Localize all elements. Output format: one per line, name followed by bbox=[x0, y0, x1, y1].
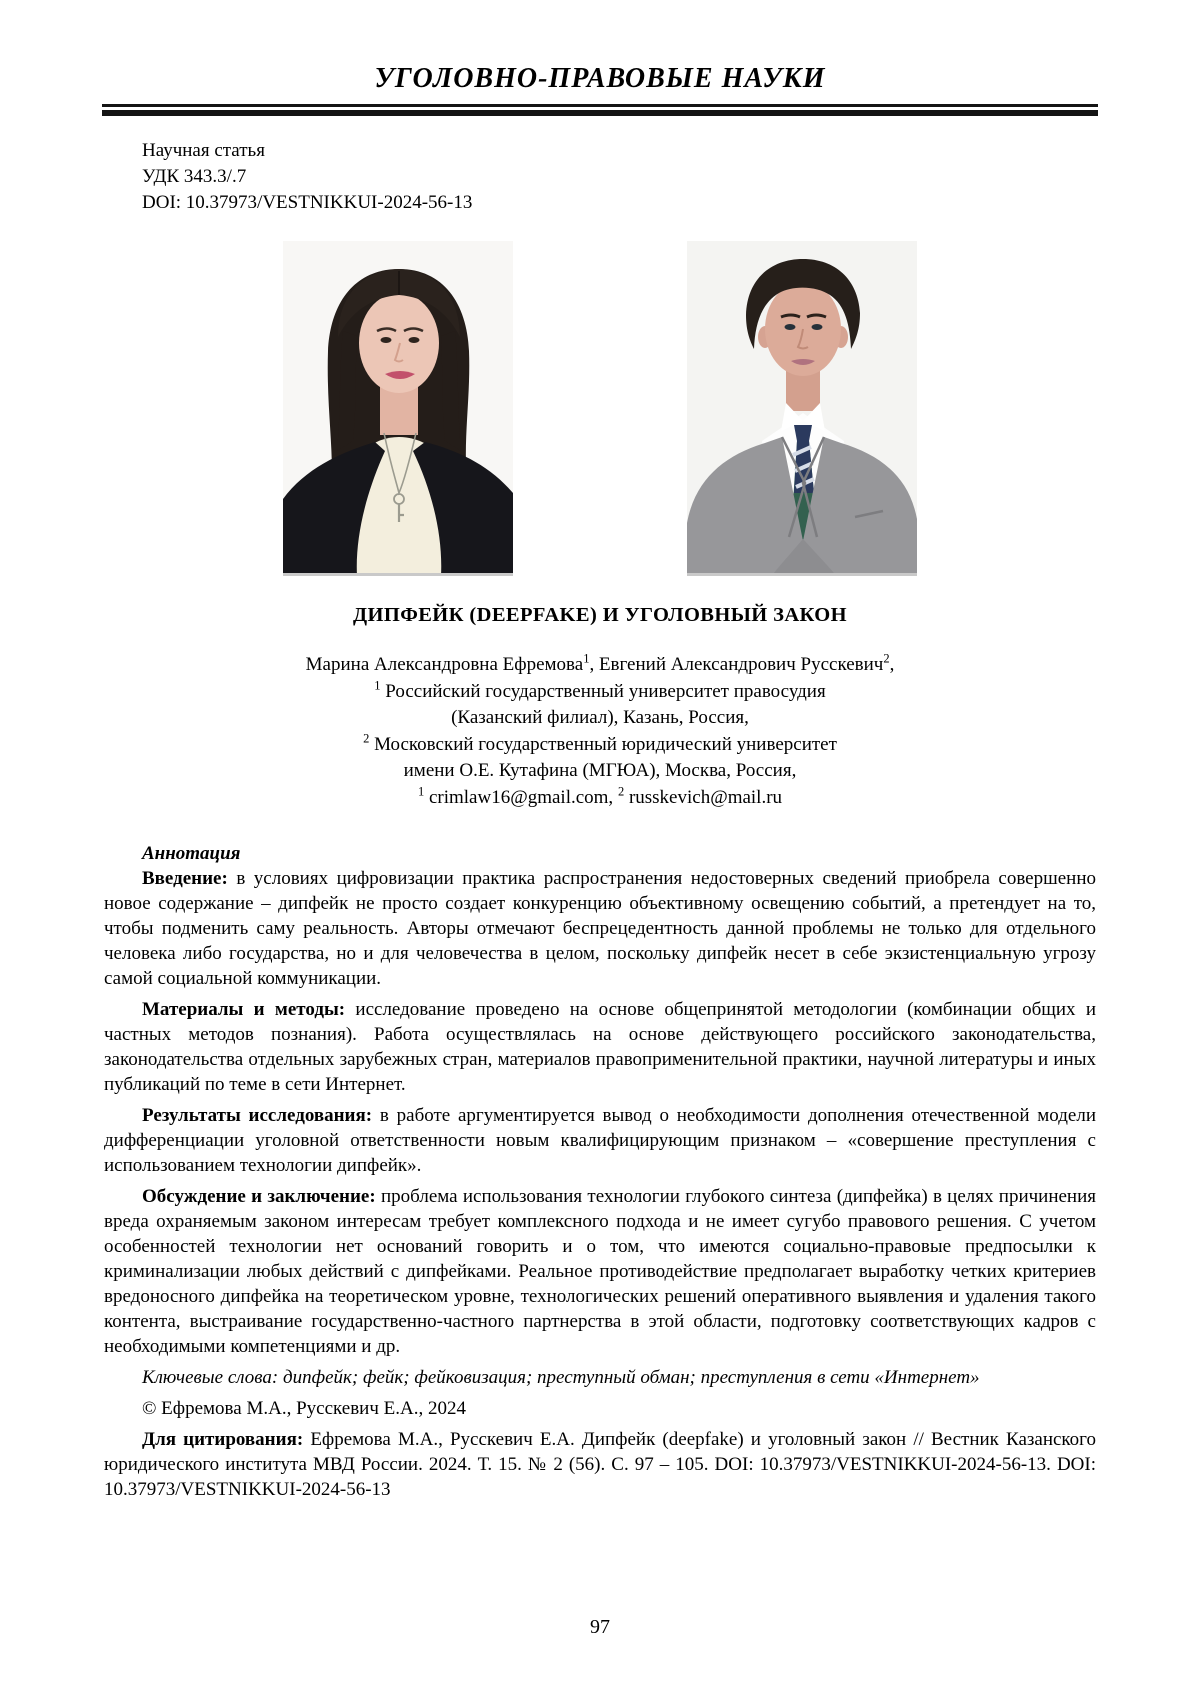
author-name-2: Евгений Александрович Русскевич bbox=[598, 654, 884, 675]
keywords-text: дипфейк; фейк; фейковизация; преступный обман; преступления в сети «Интернет» bbox=[283, 1367, 980, 1388]
paragraph-lead: Обсуждение и заключение: bbox=[142, 1186, 376, 1207]
email-2: russkevich@mail.ru bbox=[628, 786, 783, 808]
page-number: 97 bbox=[590, 1616, 610, 1638]
affiliation-1-line-2: (Казанский филиал), Казань, Россия, bbox=[451, 707, 749, 728]
author-sup-1: 1 bbox=[583, 651, 590, 666]
affiliation-2-sup: 2 bbox=[363, 731, 370, 746]
authors-block bbox=[0, 652, 1200, 811]
keywords-line bbox=[104, 1365, 1096, 1390]
authors-separator: , bbox=[589, 654, 599, 675]
affiliation-2-line-2: имени О.Е. Кутафина (МГЮА), Москва, Россия, bbox=[403, 760, 797, 781]
abstract-section bbox=[104, 841, 1096, 1502]
paragraph-text: в работе аргументируется вывод о необходимости дополнения отечественной модели дифференциации уголовной ответственности новым квалифицирующим признаком – «совершение преступления с использованием технологии дипфейк». bbox=[104, 1105, 1097, 1176]
rule-thick bbox=[102, 110, 1098, 116]
affiliation-2-text: Московский государственный юридический университет bbox=[374, 733, 837, 755]
paragraph-text: проблема использования технологии глубокого синтеза (дипфейка) в целях причинения вреда охраняемым законом интересам требует комплексного подхода и не имеет сугубо правового решения. С учетом особенностей технологии нет оснований говорить и о том, что имеются социально-правовые предпосылки к криминализации любых действий с дипфейками. Реальное противодействие предполагает выработку четких критериев вредоносного дипфейка на теоретическом уровне, технологических решений оперативного выявления и удаления такого контента, выстраивание государственно-частного партнерства в этой области, подготовку соответствующих кадров с необходимыми компетенциями и др. bbox=[104, 1186, 1097, 1357]
portrait-woman-image bbox=[283, 241, 513, 576]
abstract-paragraph-introduction bbox=[104, 866, 1096, 991]
authors-line bbox=[0, 652, 1200, 679]
section-running-head: УГОЛОВНО-ПРАВОВЫЕ НАУКИ bbox=[374, 63, 826, 94]
author-photos-row bbox=[0, 241, 1200, 576]
citation-line bbox=[104, 1427, 1096, 1502]
email-1: crimlaw16@gmail.com, bbox=[428, 786, 614, 808]
email-2-sup: 2 bbox=[617, 784, 625, 799]
header-double-rule bbox=[102, 104, 1098, 116]
paragraph-lead: Введение: bbox=[142, 868, 228, 889]
udc-number: УДК 343.3/.7 bbox=[142, 166, 247, 187]
paragraph-text: в условиях цифровизации практика распространения недостоверных сведений приобрела совершенно новое содержание – дипфейк не просто создает конкуренцию объективному освещению событий, а претендует на то, чтобы подменить саму реальность. Авторы отмечают беспрецедентность данной проблемы не только для отдельного человека либо государства, но и для человечества в целом, поскольку дипфейк несет в себе экзистенциальную угрозу самой социальной коммуникации. bbox=[104, 868, 1097, 989]
paragraph-lead: Материалы и методы: bbox=[142, 999, 346, 1020]
author-photo-russkevich bbox=[687, 241, 917, 576]
abstract-paragraph-materials bbox=[104, 997, 1096, 1097]
copyright-line: © Ефремова М.А., Русскевич Е.А., 2024 bbox=[142, 1398, 466, 1419]
affiliation-2-line-1 bbox=[0, 732, 1200, 759]
article-meta bbox=[142, 138, 1096, 216]
emails-line bbox=[0, 785, 1200, 812]
doi-number: DOI: 10.37973/VESTNIKKUI-2024-56-13 bbox=[142, 192, 473, 213]
paragraph-text: исследование проведено на основе общепринятой методологии (комбинации общих и частных методов познания). Работа осуществлялась на основе действующего российского законодательства, законодательства отдельных зарубежных стран, материалов правоприменительной практики, научной литературы и иных публикаций по теме в сети Интернет. bbox=[104, 999, 1097, 1095]
author-name-1: Марина Александровна Ефремова bbox=[305, 654, 584, 675]
rule-thin bbox=[102, 104, 1098, 107]
paragraph-lead: Результаты исследования: bbox=[142, 1105, 373, 1126]
abstract-paragraph-results bbox=[104, 1103, 1096, 1178]
email-1-sup: 1 bbox=[417, 784, 425, 799]
keywords-lead: Ключевые слова: bbox=[142, 1367, 279, 1388]
portrait-man-image bbox=[687, 241, 917, 576]
author-sup-2: 2 bbox=[883, 651, 890, 666]
affiliation-1-text: Российский государственный университет правосудия bbox=[385, 680, 826, 702]
authors-tail: , bbox=[889, 654, 895, 675]
author-photo-efremova bbox=[283, 241, 513, 576]
affiliation-1-sup: 1 bbox=[374, 678, 381, 693]
citation-text: Ефремова М.А., Русскевич Е.А. Дипфейк (deepfake) и уголовный закон // Вестник Казанского юридического института МВД России. 2024. Т. 15. № 2 (56). С. 97 – 105. DOI: 10.37973/VESTNIKKUI-2024-56-13. DOI: 10.37973/VESTNIKKUI-2024-56-13 bbox=[104, 1429, 1097, 1500]
article-type: Научная статья bbox=[142, 140, 265, 161]
article-title: ДИПФЕЙК (DEEPFAKE) И УГОЛОВНЫЙ ЗАКОН bbox=[353, 604, 847, 626]
citation-lead: Для цитирования: bbox=[142, 1429, 304, 1450]
abstract-paragraph-discussion bbox=[104, 1184, 1096, 1359]
affiliation-1-line-1 bbox=[0, 679, 1200, 706]
abstract-heading: Аннотация bbox=[142, 843, 241, 864]
